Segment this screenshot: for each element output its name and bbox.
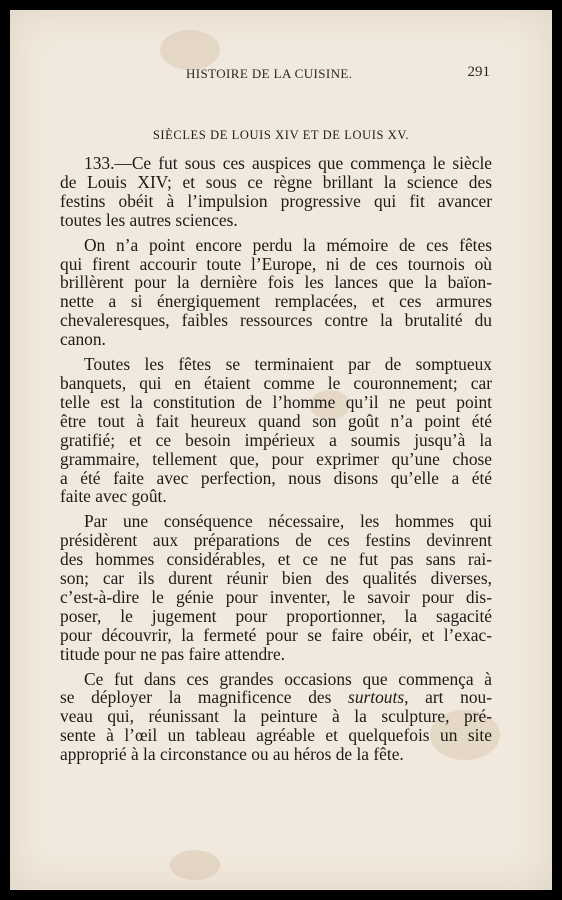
text-line: gratifié; et ce besoin impérieux a soumis jusqu’à la — [60, 429, 492, 450]
paragraph-3 — [60, 355, 492, 506]
text-line: banquets, qui en étaient comme le couronnement; car — [60, 372, 492, 393]
text-line: qui firent accourir toute l’Europe, ni de ces tournois où — [60, 253, 492, 274]
running-title: HISTOIRE DE LA CUISINE. — [186, 66, 353, 81]
text-line: toutes les autres sciences. — [60, 209, 238, 230]
text-line: nette a si énergiquement remplacées, et ces armures — [60, 291, 492, 312]
text-line: poser, le jugement pour proportionner, la sagacité — [60, 605, 492, 626]
body-text — [60, 154, 492, 770]
text-line: chevaleresques, faibles ressources contre la brutalité du — [60, 310, 492, 331]
text-line: approprié à la circonstance ou au héros de la fête. — [60, 744, 404, 765]
book-page — [10, 10, 552, 890]
paragraph-4 — [60, 512, 492, 663]
paragraph-2 — [60, 236, 492, 349]
text-line: festins obéit à l’impulsion progressive qui fit avancer — [60, 190, 492, 211]
text-line: a été faite avec perfection, nous disons qu’elle a été — [60, 467, 492, 488]
text-line: de Louis XIV; et sous ce règne brillant la science des — [60, 171, 492, 192]
running-head — [10, 64, 552, 84]
text-line: Ce fut dans ces grandes occasions que commença à — [84, 668, 492, 689]
text-line: des hommes considérables, et ce ne fut pas sans rai- — [60, 549, 492, 570]
text-line: veau qui, réunissant la peinture à la sculpture, pré- — [60, 706, 492, 727]
text-line: Toutes les fêtes se terminaient par de somptueux — [84, 354, 492, 375]
text-line — [60, 688, 492, 707]
text-line: telle est la constitution de l’homme qu’il ne peut point — [60, 391, 492, 412]
text-line: faite avec goût. — [60, 486, 167, 507]
paragraph-1 — [60, 154, 492, 230]
text-line: être tout à fait heureux quand son goût n’a point été — [60, 410, 492, 431]
text-line: grammaire, tellement que, pour exprimer qu’une chose — [60, 448, 492, 469]
text-line: titude pour ne pas faire attendre. — [60, 643, 286, 664]
text-line: pour découvrir, la fermeté pour se faire obéir, et l’exac- — [60, 624, 492, 645]
italic-term: surtouts — [348, 687, 405, 708]
section-heading: SIÈCLES DE LOUIS XIV ET DE LOUIS XV. — [152, 128, 410, 142]
page-number: 291 — [467, 64, 490, 80]
text-line: Par une conséquence nécessaire, les hommes qui — [84, 511, 492, 532]
text-run: se déployer la magnificence des — [60, 687, 349, 708]
text-line: son; car ils durent réunir bien des qualités diverses, — [60, 568, 492, 589]
text-line: brillèrent pour la dernière fois les lances que la baïon- — [60, 272, 492, 293]
text-line: présidèrent aux préparations de ces festins devinrent — [60, 530, 492, 551]
text-line: On n’a point encore perdu la mémoire de ces fêtes — [84, 234, 492, 255]
text-run: , art nou- — [404, 687, 493, 708]
text-line: canon. — [60, 329, 106, 350]
text-line: 133.—Ce fut sous ces auspices que commença le siècle — [84, 153, 492, 173]
paragraph-5 — [60, 670, 492, 765]
text-line: c’est-à-dire le génie pour inventer, le savoir pour dis- — [60, 586, 492, 607]
text-line: sente à l’œil un tableau agréable et quelquefois un site — [60, 725, 492, 746]
